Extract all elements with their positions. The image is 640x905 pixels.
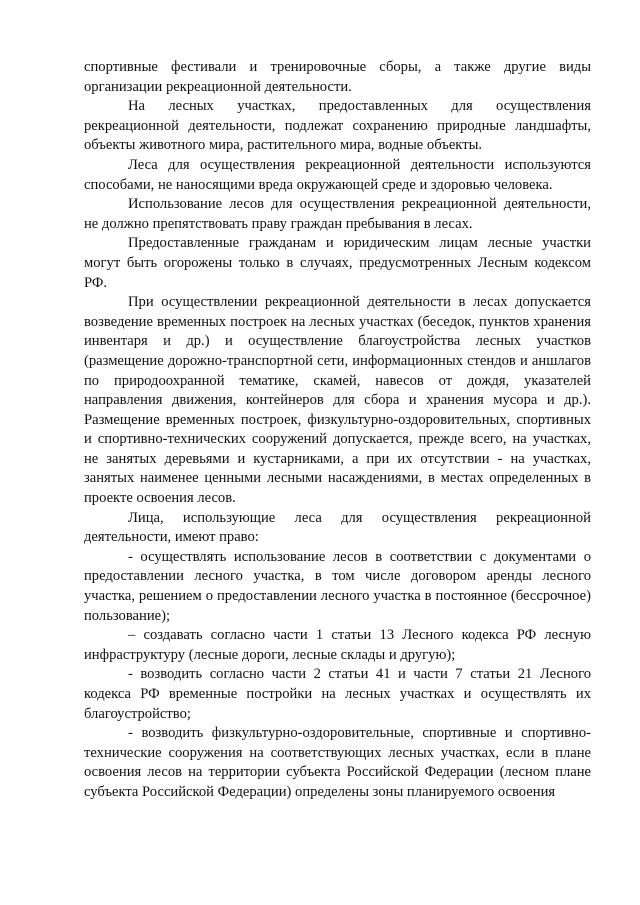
paragraph-protected-objects: На лесных участках, предоставленных для осуществления рекреационной деятельности, подлежат сохранению природные ландшафты, объекты животного мира, растительного мира, водные объекты.	[84, 98, 591, 154]
paragraph-usage-methods: Леса для осуществления рекреационной деятельности используются способами, не наносящими вреда окружающей среде и здоровью человека.	[84, 156, 591, 193]
document-page	[84, 58, 591, 803]
list-item-temporary-buildings: - возводить согласно части 2 статьи 41 и части 7 статьи 21 Лесного кодекса РФ временные постройки на лесных участках и осуществлять их благоустройство;	[84, 666, 591, 722]
paragraph-rights-intro: Лица, использующие леса для осуществления рекреационной деятельности, имеют право:	[84, 509, 591, 546]
paragraph-fencing: Предоставленные гражданам и юридическим лицам лесные участки могут быть огорожены только в случаях, предусмотренных Лесным кодексом РФ.	[84, 235, 591, 291]
paragraph-temporary-structures: При осуществлении рекреационной деятельности в лесах допускается возведение временных построек на лесных участках (беседок, пунктов хранения инвентаря и др.) и осуществление благоустройства лесных участков (размещение дорожно-транспортной сети, информационных стендов и аншлагов по природоохранной тематике, скамей, навесов от дождя, указателей направления движения, контейнеров для сбора и хранения мусора и др.). Размещение временных построек, физкультурно-оздоровительных, спортивных и спортивно-технических сооружений допускается, прежде всего, на участках, не занятых деревьями и кустарниками, а при их отсутствии - на участках, занятых наименее ценными лесными насаждениями, в местах определенных в проекте освоения лесов.	[84, 294, 591, 507]
list-item-infrastructure: – создавать согласно части 1 статьи 13 Лесного кодекса РФ лесную инфраструктуру (лесные дороги, лесные склады и другую);	[84, 627, 591, 663]
paragraph-continuation: спортивные фестивали и тренировочные сборы, а также другие виды организации рекреационной деятельности.	[84, 59, 591, 95]
list-item-sports-facilities: - возводить физкультурно-оздоровительные, спортивные и спортивно-технические сооружения на соответствующих лесных участках, если в плане освоения лесов на территории субъекта Российской Федерации (лесном плане субъекта Российской Федерации) определены зоны планируемого освоения	[84, 725, 591, 800]
paragraph-citizen-access: Использование лесов для осуществления рекреационной деятельности, не должно препятствовать праву граждан пребывания в лесах.	[84, 196, 591, 232]
list-item-use-forests: - осуществлять использование лесов в соответствии с документами о предоставлении лесного участка, в том числе договором аренды лесного участка, решением о предоставлении лесного участка в постоянное (бессрочное) пользование);	[84, 548, 591, 624]
